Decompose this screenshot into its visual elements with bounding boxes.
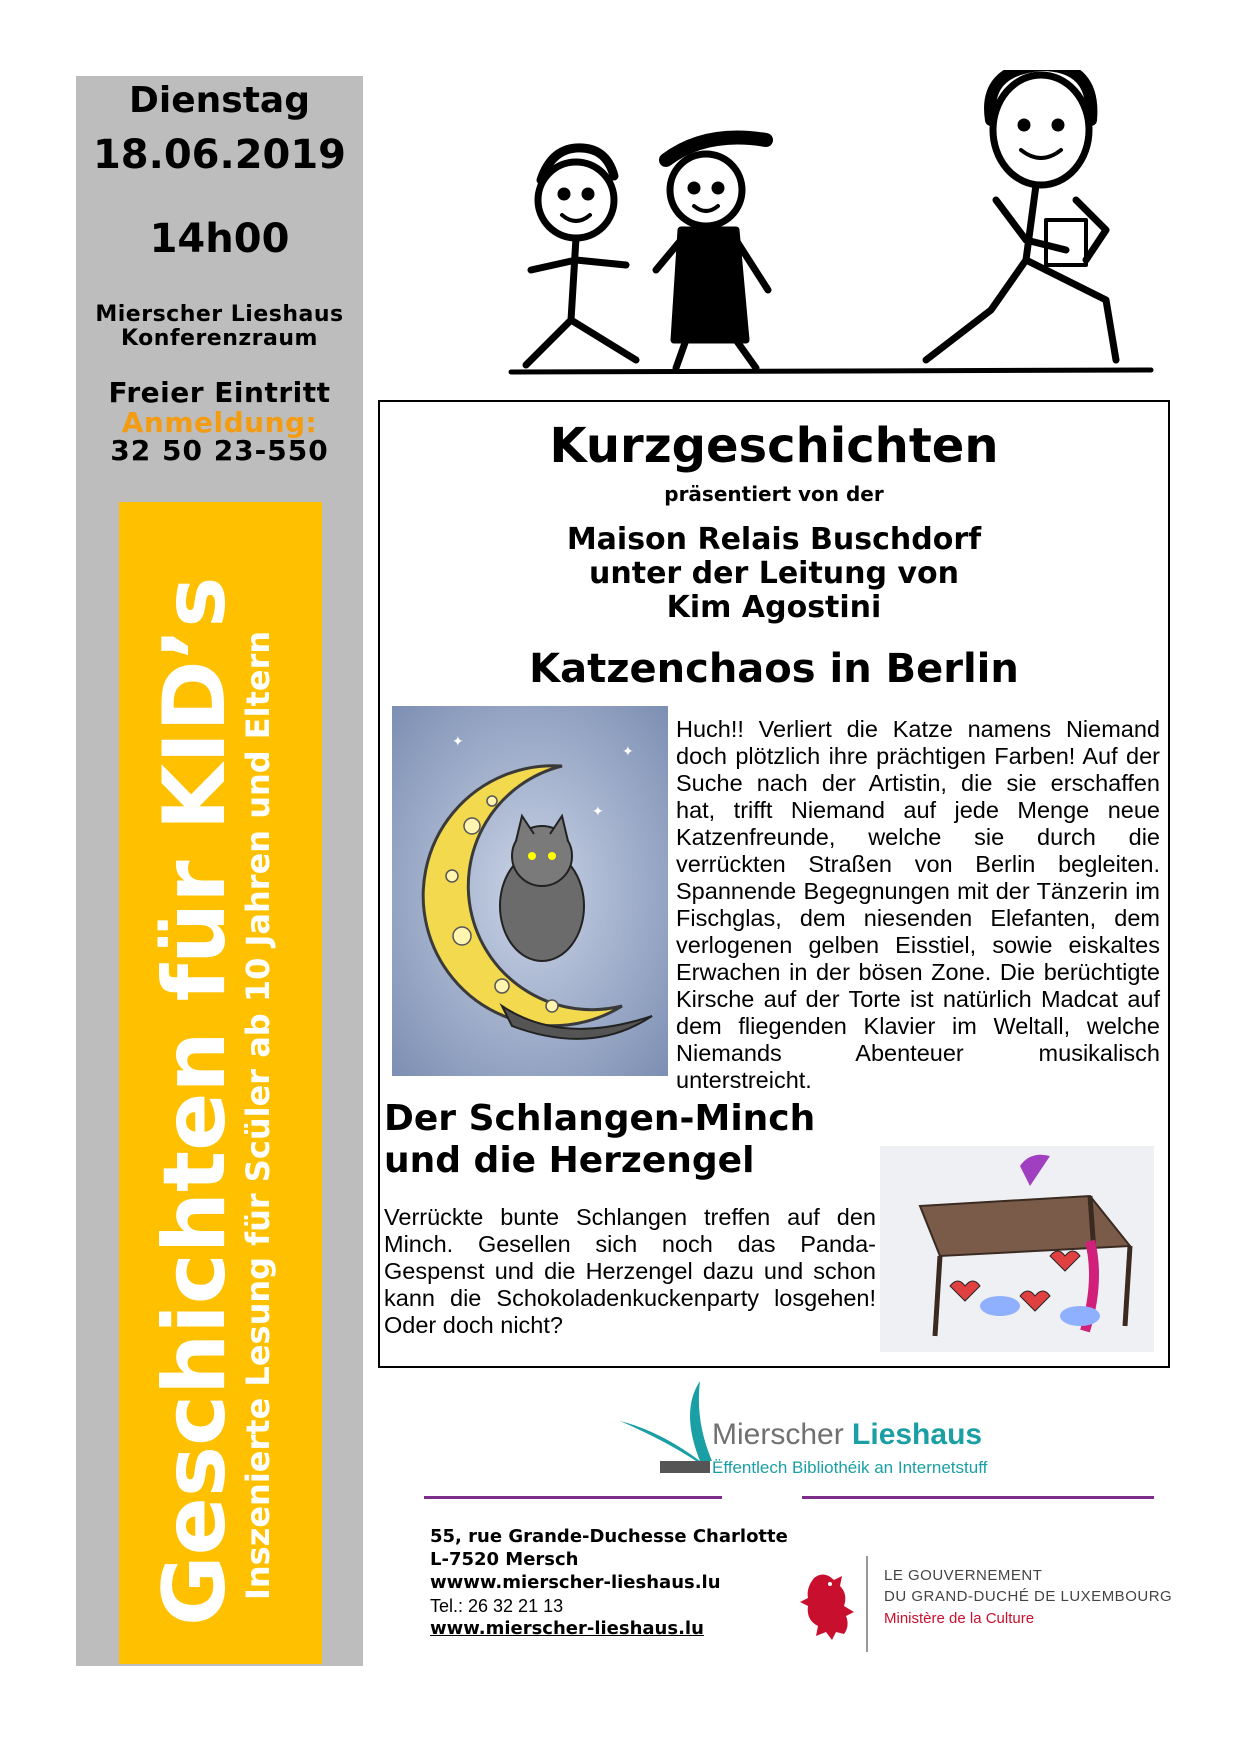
registration-phone: 32 50 23-550 bbox=[110, 434, 329, 467]
table-drawing-illustration bbox=[880, 1146, 1154, 1352]
gov-line2: DU GRAND-DUCHÉ DE LUXEMBOURG bbox=[884, 1588, 1173, 1605]
svg-text:✦: ✦ bbox=[622, 744, 634, 760]
event-day: Dienstag bbox=[129, 80, 310, 121]
address-phone: Tel.: 26 32 21 13 bbox=[430, 1596, 564, 1616]
svg-text:✦: ✦ bbox=[452, 734, 464, 750]
banner-title: Geschichten für KID’s bbox=[145, 576, 245, 1626]
story1-description: Huch!! Verliert die Katze namens Niemand doch plötzlich ihre prächtigen Farben! Auf der Suche nach der Artistin, die sie erschaffen hat, trifft Niemand auf jede Menge neue Katzenfreunde, welche sie durch die verrückten Straßen von Berlin begleiten. Spannende Begegnungen mit der Tänzerin im Fischglas, dem niesenden Elefanten, dem verlogenen gelben Eisstiel, sowie eiskaltes Erwachen in der bösen Zone. Die berüchtigte Kirsche auf der Torte ist natürlich Madcat auf dem fliegenden Klavier im Weltall, welche Niemands Abenteuer musikalisch unterstreicht. bbox=[676, 716, 1160, 1093]
moon-cat-illustration bbox=[392, 706, 668, 1076]
luxembourg-lion-icon bbox=[794, 1570, 858, 1642]
logo-name-part2: Lieshaus bbox=[852, 1418, 983, 1451]
registration-label: Anmeldung: bbox=[121, 406, 318, 439]
story2-title: Der Schlangen-Minch und die Herzengel bbox=[384, 1098, 816, 1181]
divider-left bbox=[424, 1496, 722, 1499]
story2-description: Verrückte bunte Schlangen treffen auf den Minch. Gesellen sich noch das Panda-Gespenst und die Herzengel dazu und schon kann die Schokoladenkuckenparty losgehen! Oder doch nicht? bbox=[384, 1204, 876, 1338]
kids-drawing-illustration bbox=[506, 70, 1156, 380]
address-street: 55, rue Grande-Duchesse Charlotte bbox=[430, 1526, 788, 1547]
gov-line1: LE GOUVERNEMENT bbox=[884, 1567, 1043, 1584]
venue-name: Mierscher Lieshaus bbox=[95, 302, 344, 327]
logo-name bbox=[712, 1418, 982, 1452]
logo-name-part1: Mierscher bbox=[712, 1418, 853, 1451]
entry-info: Freier Eintritt bbox=[108, 376, 331, 409]
story1-title: Katzenchaos in Berlin bbox=[529, 646, 1019, 692]
venue-room: Konferenzraum bbox=[121, 326, 318, 351]
address-city: L-7520 Mersch bbox=[430, 1549, 579, 1570]
event-date: 18.06.2019 bbox=[92, 132, 347, 178]
address-website[interactable]: wwww.mierscher-lieshaus.lu bbox=[430, 1572, 721, 1593]
svg-text:✦: ✦ bbox=[592, 804, 604, 820]
logo-tagline: Ëffentlech Bibliothéik an Internetstuff bbox=[712, 1458, 988, 1477]
organizer-line: unter der Leitung von bbox=[589, 556, 959, 591]
program-title: Kurzgeschichten bbox=[549, 418, 999, 474]
website-link[interactable]: www.mierscher-lieshaus.lu bbox=[430, 1618, 704, 1639]
gov-ministry: Ministère de la Culture bbox=[884, 1610, 1035, 1627]
gov-divider bbox=[866, 1556, 868, 1652]
presented-by: präsentiert von der bbox=[664, 482, 884, 506]
organizer-lead: Kim Agostini bbox=[666, 590, 882, 625]
divider-right bbox=[802, 1496, 1154, 1499]
banner-subtitle: Inszenierte Lesung für Scüler ab 10 Jahren und Eltern bbox=[239, 630, 277, 1600]
organizer-name: Maison Relais Buschdorf bbox=[566, 522, 982, 557]
event-time: 14h00 bbox=[149, 216, 290, 262]
